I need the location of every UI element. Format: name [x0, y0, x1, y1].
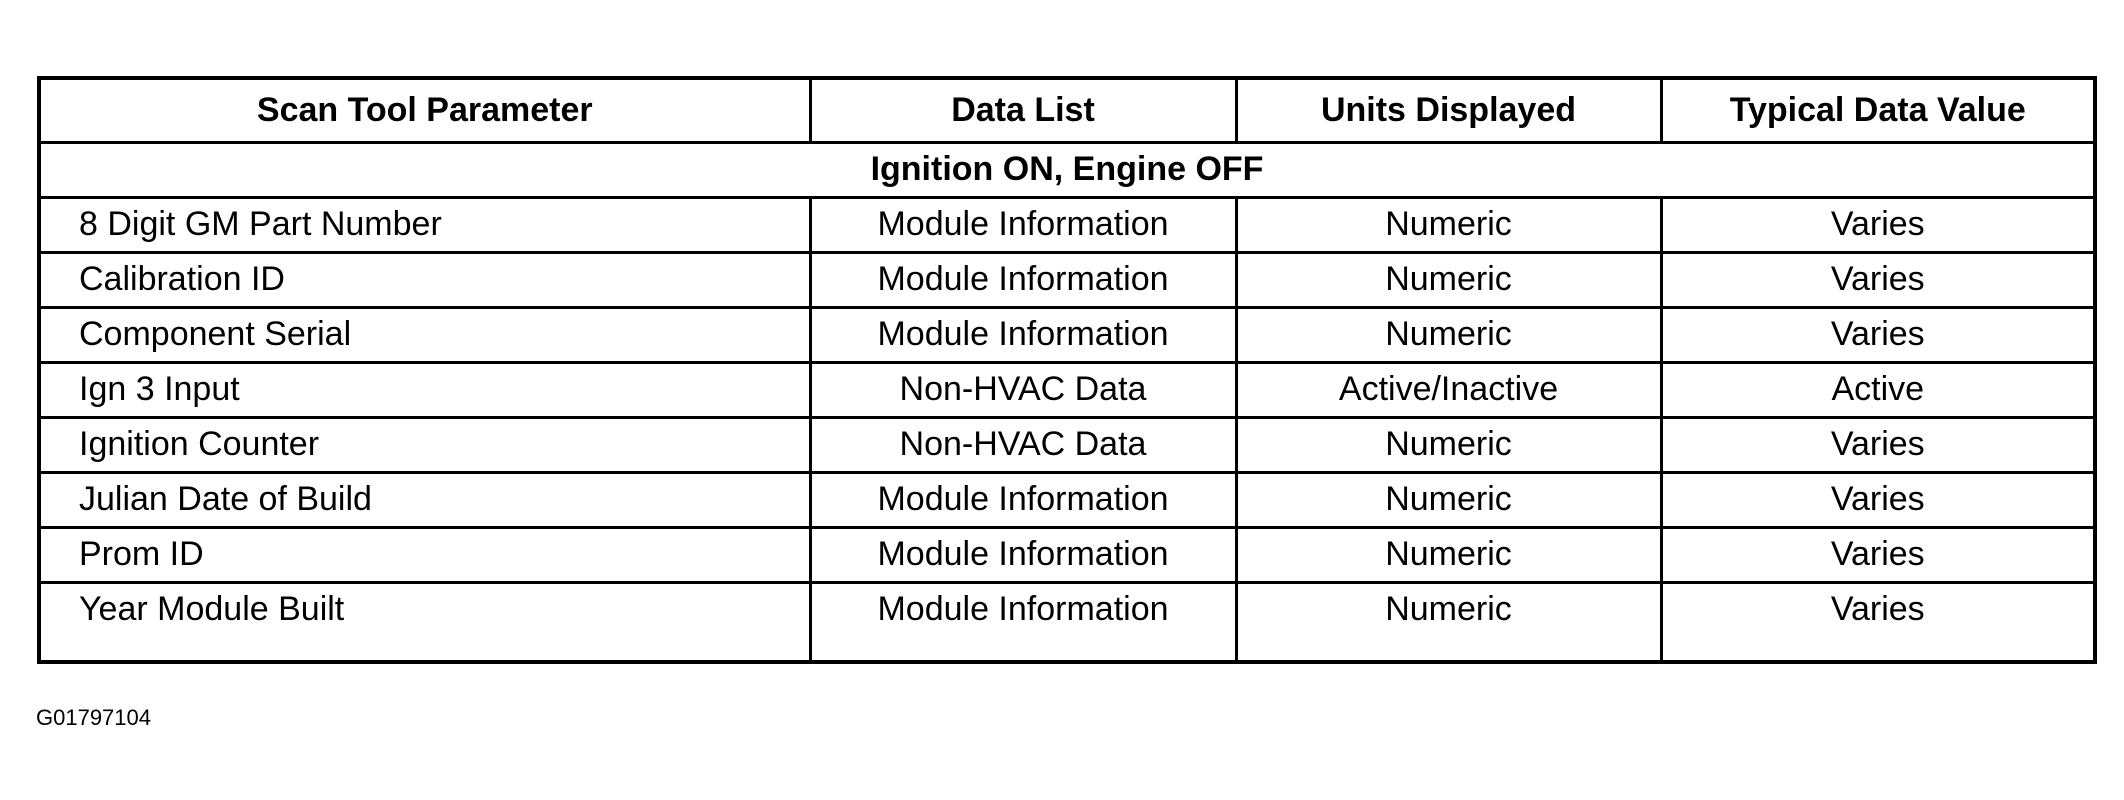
cell-data-list: Module Information — [810, 528, 1236, 583]
cell-typical-value: Varies — [1661, 198, 2095, 253]
table-row — [39, 528, 2095, 583]
table-row — [39, 363, 2095, 418]
cell-data-list: Module Information — [810, 583, 1236, 663]
cell-typical-value: Varies — [1661, 473, 2095, 528]
cell-parameter: Year Module Built — [39, 583, 810, 663]
scan-tool-data-table — [37, 76, 2097, 664]
table-row — [39, 583, 2095, 663]
cell-data-list: Module Information — [810, 198, 1236, 253]
table-row — [39, 473, 2095, 528]
cell-data-list: Module Information — [810, 308, 1236, 363]
header-units-displayed: Units Displayed — [1236, 78, 1661, 143]
table-row — [39, 253, 2095, 308]
table-header-row — [39, 78, 2095, 143]
table-row — [39, 418, 2095, 473]
section-label: Ignition ON, Engine OFF — [39, 143, 2095, 198]
cell-typical-value: Active — [1661, 363, 2095, 418]
cell-typical-value: Varies — [1661, 418, 2095, 473]
header-typical-data-value: Typical Data Value — [1661, 78, 2095, 143]
header-data-list: Data List — [810, 78, 1236, 143]
cell-units: Numeric — [1236, 473, 1661, 528]
cell-data-list: Module Information — [810, 473, 1236, 528]
header-scan-tool-parameter: Scan Tool Parameter — [39, 78, 810, 143]
cell-units: Numeric — [1236, 308, 1661, 363]
cell-parameter: Julian Date of Build — [39, 473, 810, 528]
cell-units: Numeric — [1236, 253, 1661, 308]
cell-units: Active/Inactive — [1236, 363, 1661, 418]
cell-parameter: Ignition Counter — [39, 418, 810, 473]
cell-parameter: Prom ID — [39, 528, 810, 583]
cell-units: Numeric — [1236, 583, 1661, 663]
cell-data-list: Module Information — [810, 253, 1236, 308]
cell-parameter: Ign 3 Input — [39, 363, 810, 418]
cell-typical-value: Varies — [1661, 253, 2095, 308]
cell-units: Numeric — [1236, 418, 1661, 473]
section-row — [39, 143, 2095, 198]
cell-units: Numeric — [1236, 198, 1661, 253]
cell-units: Numeric — [1236, 528, 1661, 583]
cell-typical-value: Varies — [1661, 308, 2095, 363]
cell-parameter: Component Serial — [39, 308, 810, 363]
cell-typical-value: Varies — [1661, 528, 2095, 583]
cell-data-list: Non-HVAC Data — [810, 363, 1236, 418]
cell-parameter: Calibration ID — [39, 253, 810, 308]
cell-typical-value: Varies — [1661, 583, 2095, 663]
table-row — [39, 198, 2095, 253]
cell-parameter: 8 Digit GM Part Number — [39, 198, 810, 253]
figure-id: G01797104 — [36, 705, 151, 730]
table-row — [39, 308, 2095, 363]
cell-data-list: Non-HVAC Data — [810, 418, 1236, 473]
